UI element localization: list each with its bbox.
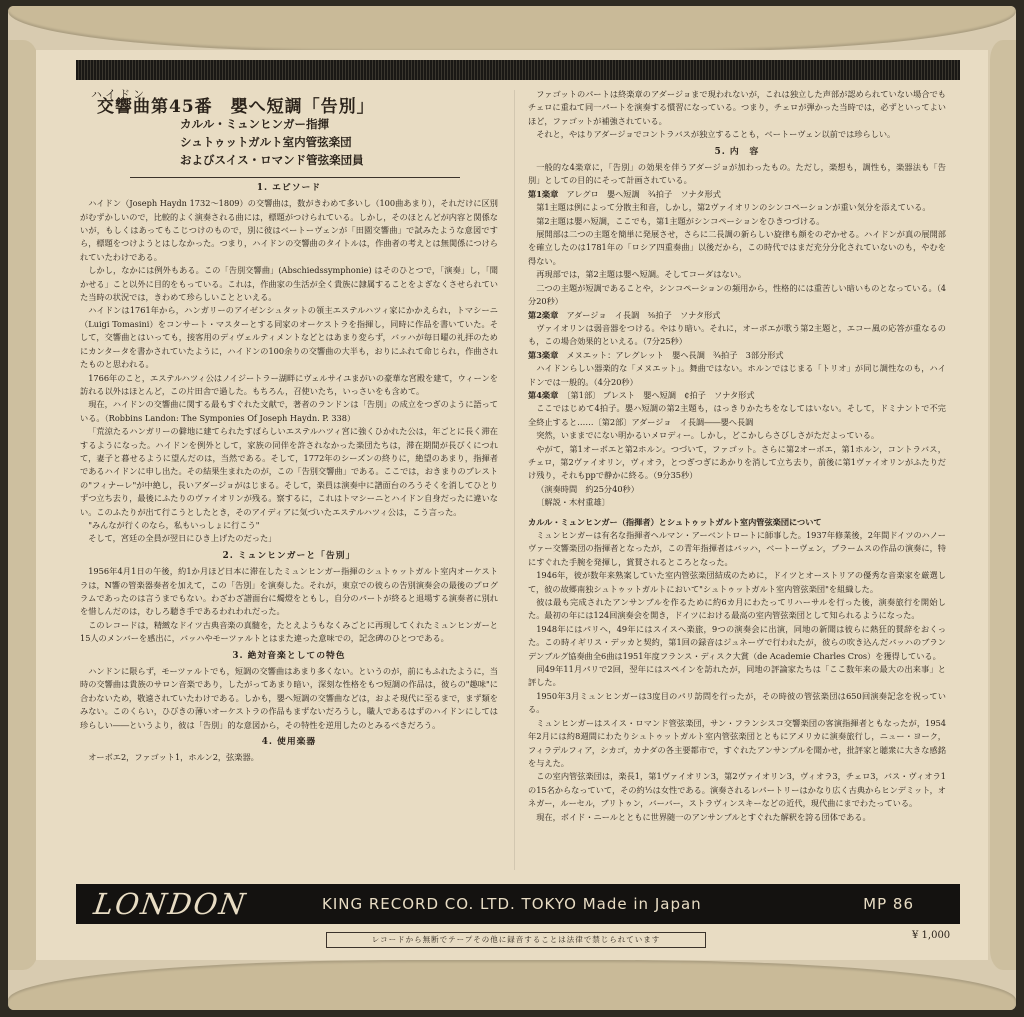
paragraph: 第1主題は例によって分散主和音，しかし，第2ヴァイオリンのシンコペーションが重い気分を添えている。 [536,202,931,213]
paragraph: 1948年にはパリへ，49年にはスイスへ楽旅，9つの演奏会に出演，同地の新聞は彼らに熱狂的賛辞をおくった。この時イギリス・デッカと契約，第1回の録音はジュネーヴで行われたが，彼らの吹き込んだバッハのブランデンブルグ協奏曲全6曲は1951年度フランス・ディスク大賞（de Academie Charles Cros）を獲得している。 [528,623,946,661]
header-bar [76,60,960,80]
paragraph: この室内管弦楽団は，楽長1，第1ヴァイオリン3，第2ヴァイオリン3，ヴィオラ3，チェロ3，バス・ヴィオラ1の15名からなっていて，その約½は女性である。演奏されるレパートリーはかなり広く古典からヒンデミット，オネガー，ルーセル，ブリトゥン，バーバー，ストラヴィンスキーなどの近代，現代曲にまでわたっている。 [528,771,946,809]
paragraph: 1956年4月1日の午後，約1か月ほど日本に滞在したミュンヒンガー指揮のシュトゥットガルト室内オーケストラは，N響の管楽器奏者を加えて，この「告別」を演奏した。それが，東京での彼らの告別演奏会の最後のプログラムであったのは言うまでもない。わざわざ譜面台に燭燈をともし，自分のパートが終ると退場する演奏者に別れを惜しんだのは，むしろ聴き手であるわれわれだった。 [80,566,498,617]
movement-heading [528,349,946,362]
paragraph: ヴァイオリンは弱音器をつける。やはり暗い。それに，オーボエが歌う第2主題と，エコー風の応答が重なるのも，この場合効果的といえる。（7分25秒） [528,322,946,347]
footer-bar [76,884,960,924]
performer-line: シュトゥットガルト室内管弦楽団 [180,134,352,149]
movement-desc: アレグロ 嬰へ短調 ¾拍子 ソナタ形式 [566,188,721,199]
london-logo: LONDON [91,887,250,921]
paragraph: オーボエ2，ファゴット1，ホルン2，弦楽器。 [88,752,259,763]
paragraph: ハンドンに限らず，モーツァルトでも，短調の交響曲はあまり多くない。というのが，前にもふれたように，当時の交響曲は貴族のサロン音楽であり，したがってあまり暗い，深刻な性格をもつ短調の作品は，彼らの"趣味"に合わないため，敬遠されていたわけである。しかも，嬰へ短調の交響曲などは，およそ現代に至るまで，まず類をみない。このくらい，ひびきの薄いオーケストラの作品もまずないだろうし，職人であるはずのハイドンにしては珍らしい――というより，彼は「告別」的な意図から，その特性を逆用したのとみるべきだろう。 [80,666,498,730]
paragraph: それと，やはりアダージョでコントラバスが独立することも，ベートーヴェン以前では珍らしい。 [536,129,896,140]
paragraph: 1950年3月ミュンヒンガーは3度目のパリ訪問を行ったが，その時彼の管弦楽団は650回演奏記念を祝っている。 [528,690,946,715]
paragraph: ここではじめて4拍子。嬰ハ短調の第2主題も，はっきりかたちをなしてはいない。そして，ドミナントで不完全終止すると……〔第2部〕アダージョ イ長調――嬰へ長調 [528,403,946,427]
company-name: KING RECORD CO. LTD. TOKYO Made in Japan [322,895,702,913]
paragraph: ハイドンらしい器楽的な「メヌエット」。舞曲ではない。ホルンではじまる「トリオ」が同じ調性なのも，ハイドンでは一般的。（4分20秒） [528,363,946,387]
movement-heading [528,309,946,322]
work-title: 交響曲第45番 嬰へ短調「告別」 [97,97,375,118]
paragraph: 再現部では，第2主題は嬰へ短調。そしてコーダはない。 [536,269,747,280]
paragraph: やがて，第1オーボエと第2ホルン。つづいて，ファゴット。さらに第2オーボエ，第1ホルン，コントラバス，チェロ，第2ヴァイオリン，ヴィオラ，とつぎつぎにあかりを消して立ち去り，前後に第1ヴァイオリンがふたりだけ残り，それもppで静かに終る。（9分35秒） [528,443,946,481]
section-heading: 2. ミュンヒンガーと「告別」 [222,550,356,561]
section-heading: 4. 使用楽器 [261,737,317,748]
movement-heading [528,389,946,402]
paragraph: 1766年のこと，エステルハツィ公はノイジートラー湖畔にヴェルサイユまがいの豪華な宮殿を建て，ウィーンを訪れる以外はほとんど，この片田舎で過した。もちろん，召使いたち，いっさいをも含めて。 [80,372,498,396]
copyright-notice: レコードから無断でテープその他に録音することは法律で禁じられています [326,932,706,948]
paragraph: ファゴットのパートは終楽章のアダージョまで現われないが，これは独立した声部が認められていない場合でもチェロに重ねて同一パートを演奏する慣習になっている。つまり，チェロが弾かった当時では，必ずといってよいほど，ファゴットが補強されている。 [528,89,946,126]
movement-desc: アダージョ イ長調 ⅜拍子 ソナタ形式 [566,309,721,320]
paragraph: ハイドンは1761年から，ハンガリーのアイゼンシュタットの領主エステルハツィ家にかかえられ，トマシーニ（Luigi Tomasini）をコンサート・マスターとする同家のオーケストラを指揮し，同時に作品を書いていた。そして，交響曲とはいっても，接客用のディヴェルティメントなどとはあまり変らず，バッハが毎日曜の礼拝のためにカンタータを書かされていたように，ハイドンの100余りの交響曲の大半も，おりにふれて命じられ，作曲されたものと思われる。 [80,305,498,370]
paragraph: 1946年，彼が数年来熟案していた室内管弦楽団結成のために，ドイツとオーストリアの優秀な音楽家を厳選して，彼の故郷南独シュトゥットガルトにおいて"シュトゥットガルト室内管弦楽団"を組織した。 [528,570,946,594]
author-credit: 〔解説・木村重雄〕 [536,497,610,508]
composer-name: ハイドン [91,88,147,101]
left-column [80,88,498,878]
paragraph: 一般的な4楽章に，「告別」の効果を伴うアダージョが加わったもの。ただし，楽想も，調性も，楽器法も「告別」としての目的にそって計画されている。 [528,162,946,186]
movement-heading [528,188,946,201]
sleeve-flap-right [990,40,1016,970]
movement-label: 第1楽章 [528,188,559,199]
divider [130,177,460,178]
price-label: ¥ 1,000 [912,930,951,941]
movement-label: 第3楽章 [528,349,559,360]
paragraph: 二つの主題が短調であることや，シンコペーションの頻用から，性格的には重苦しい暗いものとなっている。（4分20秒） [528,282,946,307]
movement-label: 第2楽章 [528,309,559,320]
paragraph: 彼は最も完成されたアンサンブルを作るために約6カ月にわたってリハーサルを行った後，演奏旅行を開始した。最初の年には124回演奏会を開き，ドイツにおける最高の室内管弦楽団として知られるようになった。 [528,597,946,621]
paragraph: 第2主題は嬰ハ短調，ここでも，第1主題がシンコペーションをひきつづける。 [536,215,825,226]
performer-line: カルル・ミュンヒンガー指揮 [180,116,329,131]
section-heading: 5. 内 容 [714,146,760,157]
movement-label: 第4楽章 [528,389,559,400]
paragraph: 現在，ボイド・ニールとともに世界随一のアンサンブルとすぐれた解釈を誇る団体である。 [536,811,871,822]
movement-desc: メヌエット：アレグレット 嬰ヘ長調 ¾拍子 3部分形式 [566,349,784,360]
catalog-number: MP 86 [863,895,914,913]
paragraph: ミュンヒンガーはスイス・ロマンド管弦楽団，サン・フランシスコ交響楽団の客演指揮者ともなったが，1954年2月には約8週間にわたりシュトゥットガルト室内管弦楽団とともにアメリカに演奏旅行し，ニュー・ヨーク，フィラデルフィア，シカゴ，カナダの各主要都市で，すぐれたアンサンブルを聞かせ，批評家と聴衆に大きな感銘を与えた。 [528,717,946,768]
paragraph: ミュンヒンガーは有名な指揮者ヘルマン・アーベントロートに師事した。1937年修業後，2年間ドイツのハノーヴァー交響楽団の指揮者となったが，この青年指揮者はバッハ，ベートーヴェン，ブラームスの作品の演奏に，特にすぐれた手腕を発揮し，賞賛されるところとなった。 [528,530,946,567]
paragraph: しかし，なかには例外もある。この「告別交響曲」(Abschiedssymphonie) はそのひとつで，「演奏」し，「聞かせる」こと以外に目的をもっている。これは，作曲家の生活が全く貴族に隷属することをよぎなくさせられていた当時の状況では，きわめて珍らしいことといえる。 [80,265,498,303]
paragraph: 「荒涼たるハンガリーの僻地に建てられたすばらしいエステルハツィ宮に強くひかれた公は，年ごとに長く滞在するようになった。ハイドンを例外として，家族の同伴を許されなかった楽団たちは，滞在期間が長びくにつれて，妻子と暮せるように望んだのは，当然である。そして，1772年のシーズンの終りに，絶望のあまり，指揮者であるハイドンに申し出た。その結果生まれたのが，この「告別交響曲」である。ここでは，おきまりのプレストの"フィナーレ"が中絶し，長いアダージョがはじまる。そして，楽員は演奏中に譜面台のろうそくを消してひとりずつ立ち去り，最後にふたりのヴァイオリンが残る。察するに，これはトマシーニとハイドン自身だったに違いない。このふたりが出て行こうとしたとき，そのアイディアに気づいたエステルハツィ公は，こう言った。 [80,426,498,517]
paragraph: 現在，ハイドンの交響曲に関する最もすぐれた文献で，著者のランドンは「告別」の成立をつぎのように語っている。（Robbins Landon: The Symponies Of Joseph Haydn. P. 338） [80,399,498,423]
paragraph: ハイドン（Joseph Haydn 1732～1809）の交響曲は，数がきわめて多いし（100曲あまり），それだけに区別がむずかしいので，比較的よく演奏される曲には，標題がつけられている。しかし，そのほとんどが内容と関係ないが，もしくはあってもこじつけのもので，別に彼はベートーヴェンが「田園交響曲」で試みたような意図ですら，標題をつけようとはしなかった。つまり，ハイドンの交響曲のタイトルは，作曲者の考えとは無関係につけられていたわけである。 [80,198,498,262]
section-heading: 3. 絶対音楽としての特色 [232,650,346,661]
paragraph: このレコードは，精緻なドイツ古典音楽の真髄を，たとえようもなくみごとに再現してくれたミュンヒンガーと15人のメンバーを感出に，バッハやモーツァルトとはまた違った意味での，記念碑のひとつである。 [80,619,498,644]
right-column [528,88,946,878]
paragraph: "みんなが行くのなら，私もいっしょに行こう" [88,519,260,530]
column-gutter [514,90,515,870]
performers [80,115,498,169]
movement-desc: 〔第1部〕 プレスト 嬰へ短調 ¢拍子 ソナタ形式 [566,389,755,400]
paragraph: 突然，いままでにない明かるいメロディー。しかし，どこかしらさびしさがただよっている。 [536,430,880,441]
sleeve-flap-left [8,40,38,970]
paragraph: 展開部は二つの主題を簡単に発展させ，さらに二長調の新らしい旋律も顔をのぞかせる。ハイドンが真の展開部を確立したのは1781年の「ロシア四重奏曲」以後だから，この時代ではまだ充分分化されていないのも，やむを得ない。 [528,229,946,266]
section-heading: 1. エピソード [256,182,322,193]
total-time: （演奏時間 約25分40秒） [536,483,639,494]
paragraph: 同49年11月パリで2回，翌年にはスペインを訪れたが，同地の評論家たちは「ここ数年来の最大の出来事」と評した。 [528,664,946,688]
paragraph: そして，宮廷の全員が翌日にひき上げたのだった」 [88,533,277,544]
section-heading: カルル・ミュンヒンガー（指揮者）とシュトゥットガルト室内管弦楽団について [528,516,822,527]
performer-line: およびスイス・ロマンド管弦楽団員 [180,152,364,167]
